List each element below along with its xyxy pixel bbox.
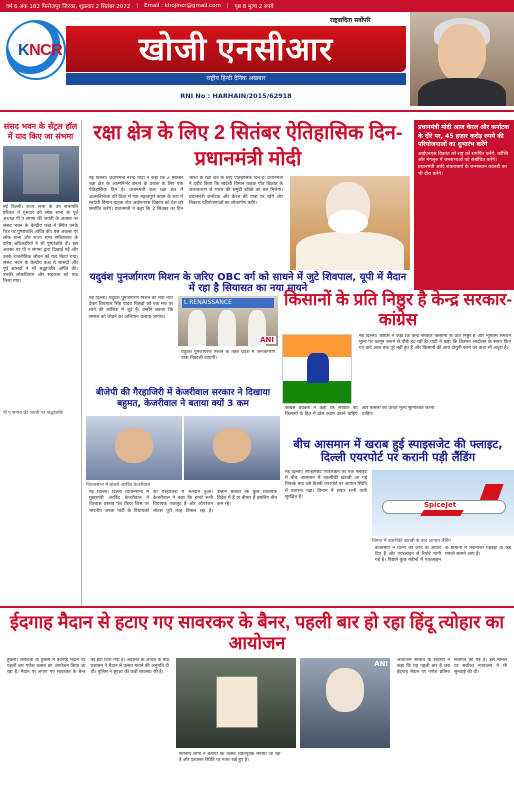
logo-text: [18, 42, 62, 60]
spicejet-body: नई दिल्ली। स्पाइसजेट एयरलाइन की एक फ्लाइट में बीच आसमान में तकनीकी खराबी आ गई जिसके बाद उसे दिल्ली एयरपोर्ट पर आपात स्थिति में उतारना पड़ा। विमान में सवार सभी यात्री सुरक्षित हैं।: [285, 470, 367, 500]
hand-symbol: [307, 353, 329, 383]
obc-photo: [178, 296, 278, 346]
logo-ncr: NCR: [29, 42, 63, 59]
savarkar-photo: [300, 658, 390, 748]
spicejet-headline: बीच आसमान में खराब हुई स्पाइसजेट की फ्लाइट, दिल्ली एयरपोर्ट पर करानी पड़ी लैंडिंग: [293, 437, 503, 464]
idgah-photo: [176, 658, 296, 748]
editor-portrait: [410, 12, 514, 106]
spicejet-body-2: डीजीसीए ने घटना की जांच के आदेश दिए हैं और एयरलाइन से रिपोर्ट मांगी गई है। पिछले कुछ महीनों में एयरलाइन के विमानों में तकनीकी गड़बड़ी के कई मामले सामने आए हैं।: [375, 546, 511, 564]
photo-figure: [326, 668, 364, 712]
lead-body: नई दिल्ली। प्रधानमंत्री नरेन्द्र मोदी ने कहा कि 2 सितंबर रक्षा क्षेत्र के आत्मनिर्भर बनाने के प्रयास के लिए एक ऐतिहासिक दिन है। प्रधानमंत्री कल रक्षा क्षेत्र में आत्मनिर्भरता की दिशा में एक महत्वपूर्ण कदम के रूप में स्वदेशी विमान वाहक पोत आईएनएस विक्रांत को देश को समर्पित करेंगे। प्रधानमंत्री ने कहा कि 2 सितंबर का दिन भारत के रक्षा क्षेत्र के लिए ऐतिहासिक दिन है। प्रधानमंत्री ने ट्वीट किया कि स्वदेशी विमान वाहक पोत विक्रांत के जलावतरण से भारत की समुद्री शक्ति को बल मिलेगा। प्रधानमंत्री कर्नाटक और केरल की यात्रा पर रहेंगे और विकास परियोजनाओं का लोकार्पण करेंगे।: [89, 176, 283, 213]
photo-person: [218, 310, 236, 346]
idgah-body-3: आयोजन समिति के सदस्यों ने कहा कि यह पहली बार है जब ईदगाह मैदान पर गणेश प्रतिमा स्थापित की गई है। इस मामले पर सर्वोच्च न्यायालय ने भी सुनवाई की थी।: [397, 658, 507, 676]
congress-hand-icon: [282, 334, 352, 404]
separator: |: [136, 3, 139, 9]
ani-watermark: ANI: [374, 660, 388, 668]
pm-modi-photo: [290, 176, 410, 270]
photo-person: [188, 310, 206, 346]
idgah-headline: ईदगाह मैदान से हटाए गए सावरकर के बैनर, पहली बार हो रहा हिंदू त्योहार का आयोजन: [10, 612, 504, 653]
congress-body-2: कांग्रेस प्रवक्ता ने कहा कि सरकार को किसानों के हित में ठोस कदम उठाने चाहिए और फसलों का उचित मूल्य सुनिश्चित करना चाहिए।: [285, 406, 435, 418]
right-box-headline: प्रधानमंत्री मोदी आज केरल और कर्नाटक के दौरे पर, 45 हजार करोड़ रुपये की परियोजनाओं का शुभारंभ करेंगे: [418, 124, 509, 149]
spicejet-logo: SpiceJet: [424, 501, 457, 509]
tagline: राष्ट्रीय हिन्दी दैनिक अखबार: [66, 73, 406, 85]
idgah-body-2: स्थानीय लोगों ने बताया कि उत्सव शांतिपूर्वक मनाया जा रहा है और प्रशासन स्थिति पर नजर रखे हुए है।: [179, 752, 281, 764]
left-column-article: [0, 120, 82, 606]
assembly-photo: [184, 416, 280, 480]
bjp-caption: विधानसभा में बोलते अरविंद केजरीवाल: [86, 483, 151, 488]
sansad-photo: [3, 146, 79, 202]
photo-beard: [328, 210, 368, 234]
tagline-top: राष्ट्रवादिता सर्वोपरि: [330, 17, 371, 24]
photo-kurta: [296, 232, 404, 270]
congress-body: नई दिल्ली। कांग्रेस ने कहा कि केन्द्र सरकार किसानों के प्रति निष्ठुर है और न्यूनतम समर्थन मूल्य पर कानून बनाने से पीछे हट रही है। पार्टी ने कहा कि किसान आंदोलन के समय किए गए वादे आज तक पूरे नहीं हुए हैं और किसानों की आय दोगुनी करने का वादा भी अधूरा है।: [359, 334, 511, 352]
flag-green: [283, 381, 351, 403]
portrait-face: [438, 24, 486, 82]
ani-watermark: ANI: [260, 336, 274, 344]
obc-body: नई दिल्ली। यदुवंश पुनर्जागरण मिशन का नया नारा देकर शिवपाल सिंह यादव पिछड़ों को एक मंच पर लाने की कोशिश में जुटे हैं। उन्होंने बताया कि समाज को जोड़ने का अभियान चलाया जाएगा।: [89, 296, 173, 320]
photo-banner: L RENAISSANCE: [182, 298, 274, 308]
banner-sign: [216, 676, 258, 728]
left-headline: संसद भवन के सेंट्रल हॉल में याद किए जा संभमा: [3, 122, 78, 141]
separator: |: [226, 3, 229, 9]
top-info-bar: [0, 0, 514, 12]
email-info[interactable]: Email : khojincr@gmail.com: [144, 3, 221, 9]
plane-wing: [420, 510, 463, 516]
left-photo-caption: पी ए संगमा की जयंती पर श्रद्धांजलि: [3, 411, 63, 416]
idgah-body: हुबली। कर्नाटक के हुबली में ईदगाह मैदान पर पहली बार गणेश उत्सव का आयोजन किया जा रहा है। मैदान पर लगाए गए सावरकर के बैनर को हटा दिया गया है। अदालत के आदेश के बाद प्रशासन ने मैदान में उत्सव मनाने की अनुमति दी थी। पुलिस ने सुरक्षा की कड़ी व्यवस्था की है।: [7, 658, 169, 676]
left-body: नई दिल्ली। राज्य सभा के उप सभापति हरिवंश ने गुरुवार को लोक सभा के पूर्व अध्यक्ष पी ए संगमा की जयंती के अवसर पर संसद भवन के केन्द्रीय कक्ष में स्थित उनके चित्र पर पुष्पांजलि अर्पित की। इस अवसर पर लोक सभा और राज्य सभा सचिवालय के वरिष्ठ अधिकारियों ने भी पुष्पांजलि दी। इस अवसर पर पी ए संगमा द्वारा दिखाई गई और उनके राजनीतिक जीवन को याद किया गया। संसद भवन के केन्द्रीय कक्ष में सांसदों और पूर्व सांसदों ने भी श्रद्धांजलि अर्पित की। उनकी लोकप्रियता और सहजता को याद किया गया।: [3, 205, 78, 285]
right-highlight-box: [414, 120, 514, 290]
logo-letter: K: [18, 42, 30, 59]
issue-info: वर्ष 6 अंक 182 फिरोजपुर जिरका, शुक्रवार 2 सितंबर 2022: [6, 4, 131, 10]
obc-body-2: यदुवंश पुनर्जागरण मिशन के तहत प्रदेश में जनजागरण यात्रा निकाली जाएगी।: [181, 350, 275, 362]
masthead: [0, 12, 514, 106]
title-band: [66, 26, 406, 72]
congress-headline: किसानों के प्रति निष्ठुर है केन्द्र सरकार-कांग्रेस: [283, 290, 513, 329]
bjp-body: नई दिल्ली। दिल्ली विधानसभा में मुख्यमंत्री अरविंद केजरीवाल ने विश्वास प्रस्ताव पेश किया जिस पर भारतीय जनता पार्टी के विधायकों की गैरहाजिरी में मतदान हुआ। केजरीवाल ने कहा कि हमारे सभी विधायक एकजुट हैं और ऑपरेशन लोटस पूरी तरह विफल रहा है। उन्होंने बताया कि कुछ विधायक विदेश में हैं या बीमार हैं इसलिए तीन कम रहे।: [89, 490, 277, 514]
right-box-body: आईएनएस विक्रांत को राष्ट्र को समर्पित करेंगे, कोच्चि और मंगलुरु में जनसभाओं को संबोधित करेंगे। प्रधानमंत्री आदि शंकराचार्य के जन्मस्थान कालडी का भी दौरा करेंगे।: [418, 151, 509, 177]
newspaper-title: खोजी एनसीआर: [138, 31, 334, 67]
divider: [0, 606, 514, 608]
pages-info: पृष्ठ 8 मूल्य 2 रुपये: [234, 4, 274, 10]
lead-headline: रक्षा क्षेत्र के लिए 2 सितंबर ऐतिहासिक दिन-प्रधानमंत्री मोदी: [93, 122, 403, 170]
spicejet-photo: [372, 470, 514, 536]
bjp-headline: बीजेपी की गैरहाजिरी में केजरीवाल सरकार ने दिखाया बहुमत, केजरीवाल ने बताया क्यों 3 कम: [95, 388, 271, 409]
divider: [0, 110, 514, 112]
portrait-shirt: [418, 78, 506, 106]
obc-headline: यदुवंश पुनर्जागरण मिशन के जरिए OBC वर्ग को साधने में जुटे शिवपाल, यूपी में मैदान में रहा है सियासत का नया मायने: [89, 272, 407, 294]
kejriwal-photos: [86, 416, 280, 480]
spicejet-caption: विमान में तकनीकी खराबी के बाद आपात लैंडिंग: [372, 539, 451, 544]
kejriwal-photo: [86, 416, 182, 480]
rni-number: RNI No : HARHAIN/2015/62918: [180, 92, 292, 100]
